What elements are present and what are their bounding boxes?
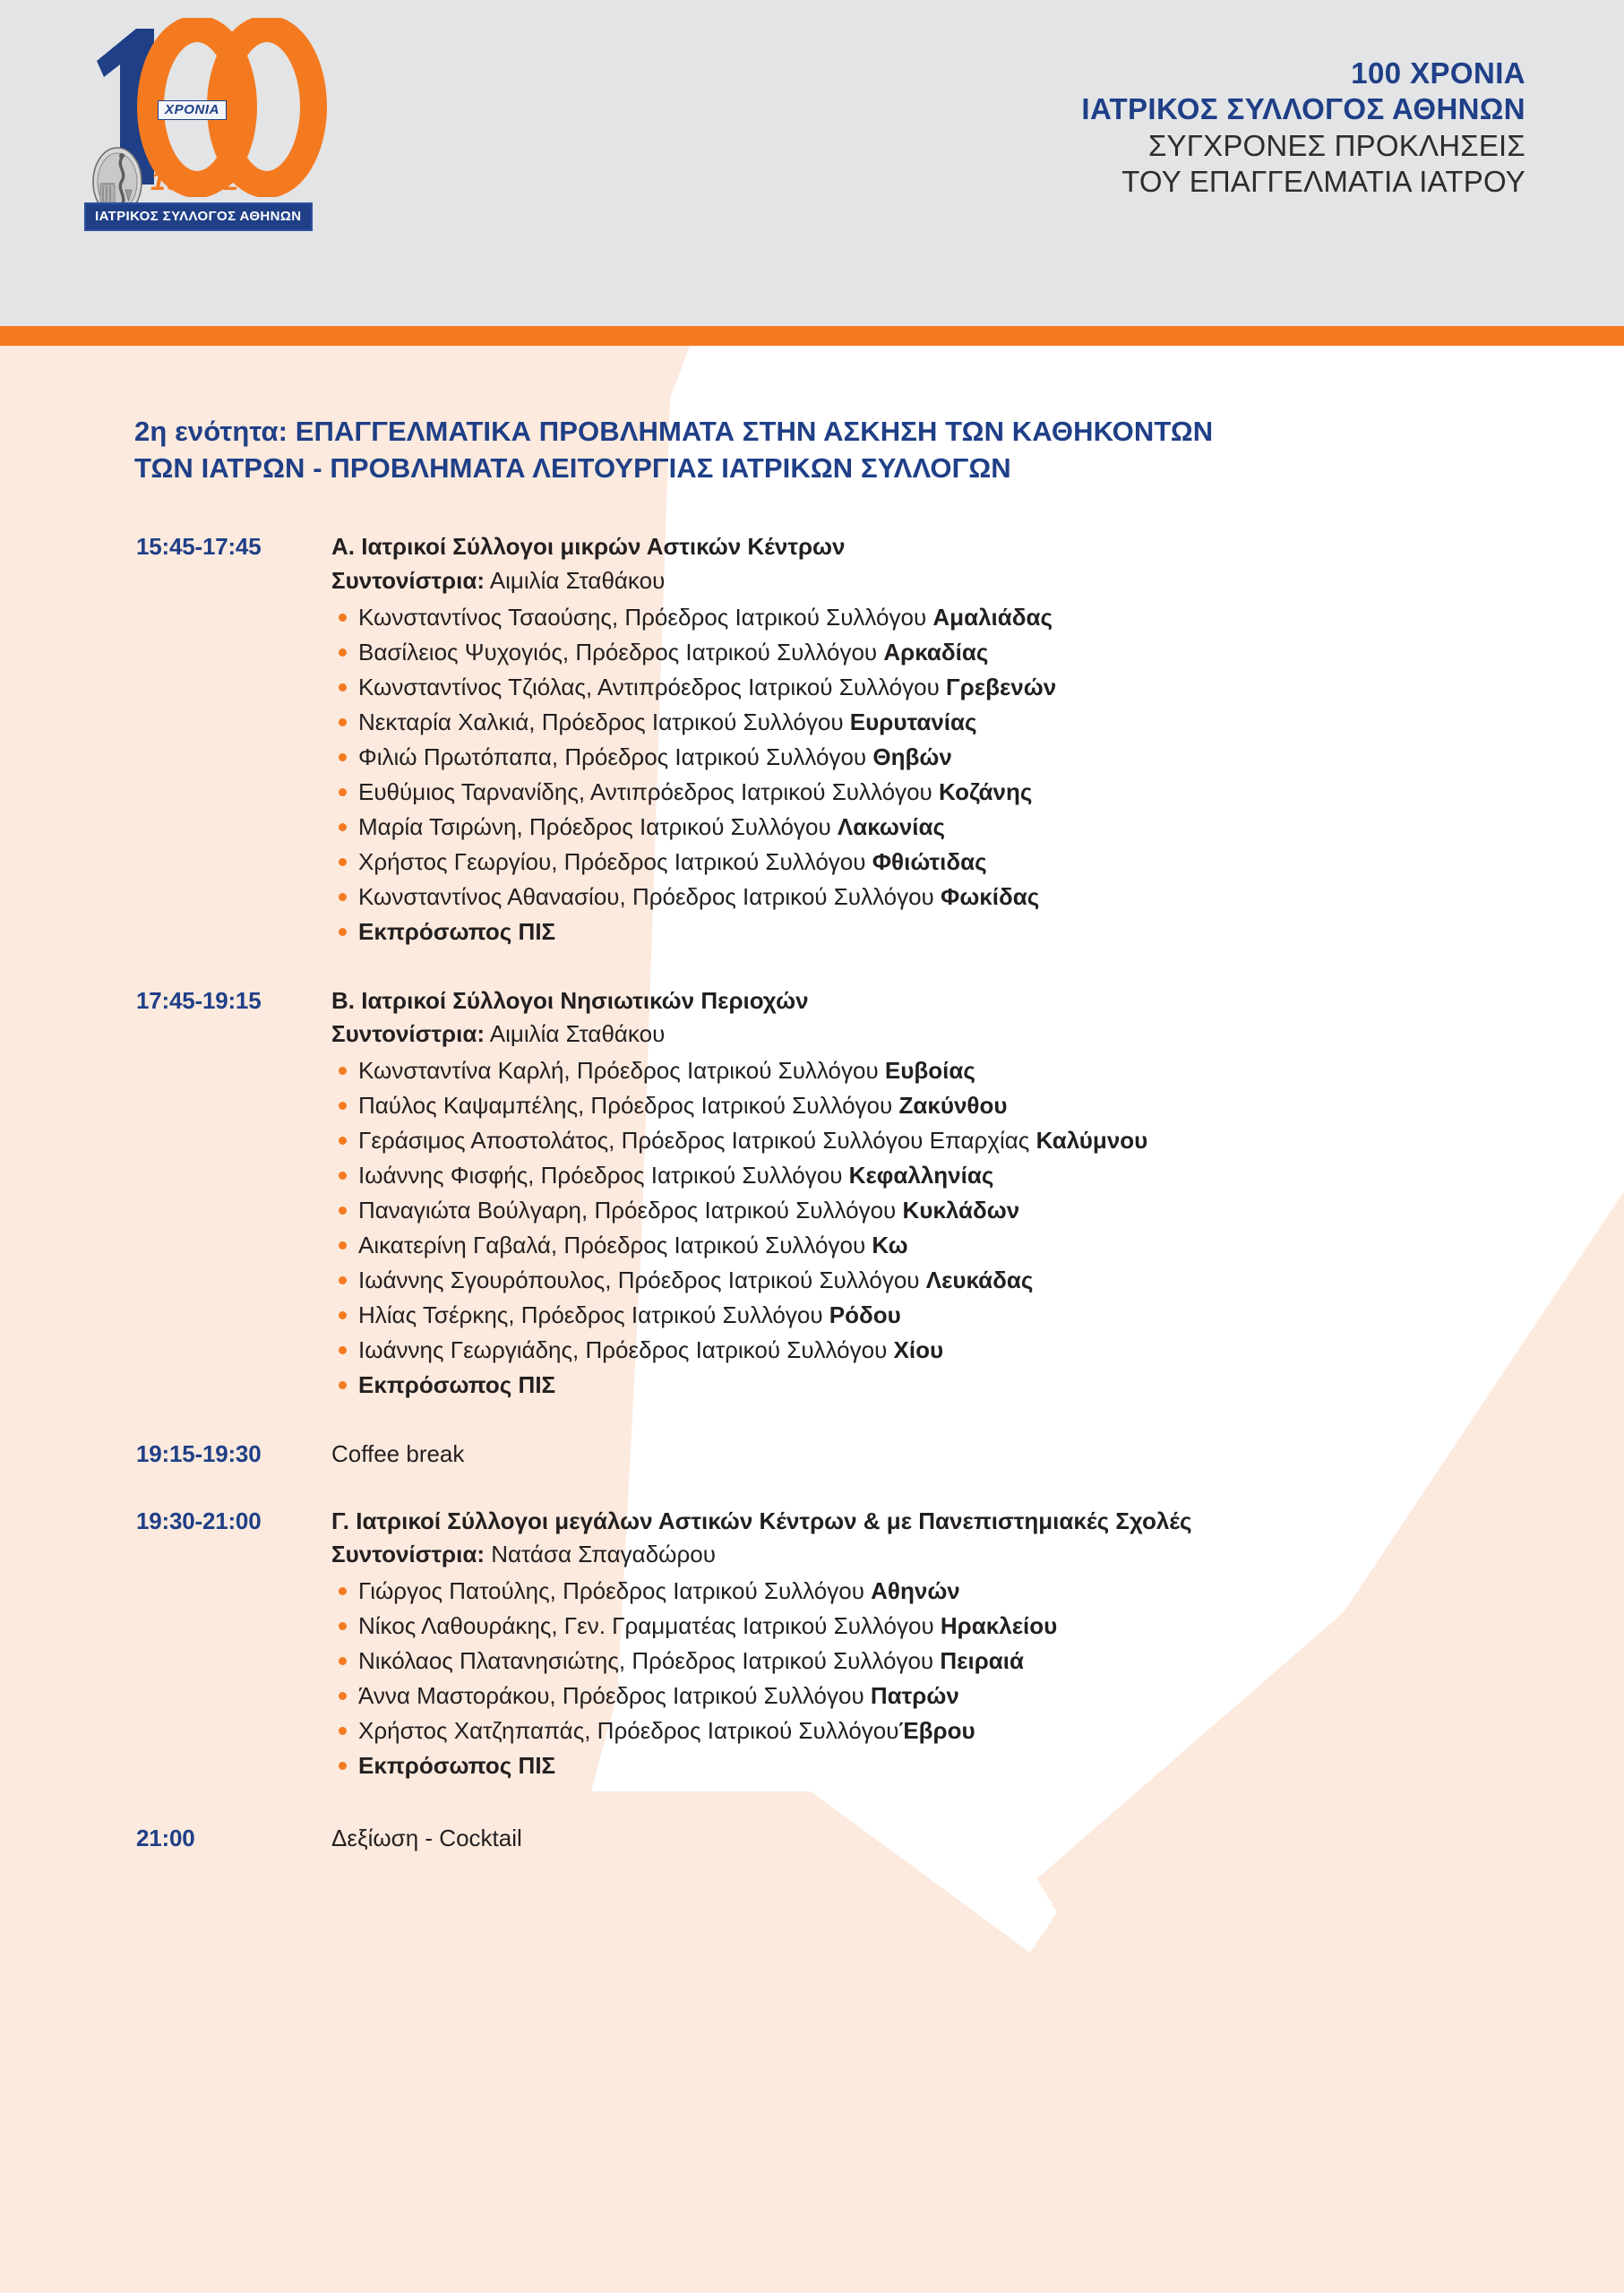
schedule-row	[0, 1438, 1624, 1470]
speaker-label: Εκπρόσωπος ΠΙΣ	[358, 917, 556, 945]
schedule-row-heading: Α. Ιατρικοί Σύλλογοι μικρών Αστικών Κέντρων	[331, 533, 846, 561]
schedule-row-time: 17:45-19:15	[136, 986, 262, 1014]
speaker-location: Ηρακλείου	[940, 1612, 1058, 1640]
speaker-item	[331, 1298, 1543, 1333]
bullet-dot-icon	[339, 1102, 347, 1110]
bullet-dot-icon	[339, 928, 347, 936]
section-title-line-1: 2η ενότητα: ΕΠΑΓΓΕΛΜΑΤΙΚΑ ΠΡΟΒΛΗΜΑΤΑ ΣΤΗΝ ΑΣΚΗΣΗ ΤΩΝ ΚΑΘΗΚΟΝΤΩΝ	[134, 416, 1214, 447]
bullet-dot-icon	[339, 718, 347, 726]
speaker-name-role: Νίκος Λαθουράκης, Γεν. Γραμματέας Ιατρικού Συλλόγου	[358, 1612, 941, 1640]
speaker-item	[331, 1053, 1543, 1088]
schedule-row-time: 21:00	[136, 1825, 195, 1852]
moderator-label: Συντονίστρια:	[331, 566, 485, 594]
schedule-row-time: 19:15-19:30	[136, 1439, 262, 1467]
bullet-dot-icon	[339, 1241, 347, 1250]
logo-years: 1924-2024	[150, 167, 288, 196]
speaker-item	[331, 1193, 1543, 1228]
speaker-item	[331, 1644, 1543, 1679]
logo-chronia-badge: ΧΡΟΝΙΑ	[158, 100, 227, 120]
poster-content	[0, 346, 1624, 1886]
speaker-item	[331, 600, 1543, 635]
bullet-dot-icon	[339, 893, 347, 901]
moderator-label: Συντονίστρια:	[331, 1541, 485, 1567]
header-title-line-3: ΣΥΓΧΡΟΝΕΣ ΠΡΟΚΛΗΣΕΙΣ	[1147, 128, 1525, 162]
schedule-row-label: Coffee break	[331, 1439, 465, 1467]
bullet-dot-icon	[339, 1346, 347, 1354]
speaker-label: Εκπρόσωπος ΠΙΣ	[358, 1370, 556, 1398]
speaker-name-role: Αικατερίνη Γαβαλά, Πρόεδρος Ιατρικού Συλλόγου	[358, 1231, 872, 1258]
speaker-name-role: Βασίλειος Ψυχογιός, Πρόεδρος Ιατρικού Συλλόγου	[358, 638, 884, 666]
speaker-location: Κω	[872, 1231, 908, 1258]
speaker-name-role: Ηλίας Τσέρκης, Πρόεδρος Ιατρικού Συλλόγου	[358, 1301, 829, 1328]
speaker-item	[331, 1748, 1543, 1783]
moderator-name: Αιμιλία Σταθάκου	[484, 566, 666, 594]
bullet-dot-icon	[339, 1311, 347, 1319]
schedule-row	[0, 1823, 1624, 1854]
schedule-row-body	[195, 531, 1624, 949]
speaker-name-role: Κωνσταντίνος Τσαούσης, Πρόεδρος Ιατρικού Συλλόγου	[358, 603, 933, 631]
anniversary-logo	[81, 18, 358, 358]
speaker-location: Ζακύνθου	[898, 1091, 1008, 1119]
speaker-name-role: Ιωάννης Φισφής, Πρόεδρος Ιατρικού Συλλόγου	[358, 1161, 849, 1189]
bullet-dot-icon	[339, 1622, 347, 1630]
speaker-name-role: Ευθύμιος Ταρνανίδης, Αντιπρόεδρος Ιατρικού Συλλόγου	[358, 777, 939, 805]
schedule-row-heading: Β. Ιατρικοί Σύλλογοι Νησιωτικών Περιοχών	[331, 986, 809, 1014]
schedule-row-body	[195, 985, 1624, 1403]
schedule-row-label: Δεξίωση - Cocktail	[331, 1825, 522, 1852]
speaker-location: Λευκάδας	[925, 1266, 1034, 1293]
speaker-name-role: Γιώργος Πατούλης, Πρόεδρος Ιατρικού Συλλόγου	[358, 1577, 872, 1605]
speaker-name-role: Ιωάννης Γεωργιάδης, Πρόεδρος Ιατρικού Συλλόγου	[358, 1335, 894, 1363]
bullet-dot-icon	[339, 1762, 347, 1770]
speaker-list	[331, 1053, 1543, 1403]
bullet-dot-icon	[339, 648, 347, 657]
speaker-item	[331, 740, 1543, 775]
speaker-name-role: Γεράσιμος Αποστολάτος, Πρόεδρος Ιατρικού Συλλόγου Επαρχίας	[358, 1126, 1036, 1154]
speaker-name-role: Χρήστος Γεωργίου, Πρόεδρος Ιατρικού Συλλόγου	[358, 847, 872, 875]
bullet-dot-icon	[339, 614, 347, 622]
speaker-location: Κεφαλληνίας	[848, 1161, 994, 1189]
speaker-name-role: Κωνσταντίνα Καρλή, Πρόεδρος Ιατρικού Συλλόγου	[358, 1056, 885, 1084]
moderator-line	[331, 1539, 1543, 1570]
speaker-location: Γρεβενών	[946, 673, 1057, 700]
schedule-row-body	[195, 1823, 1624, 1854]
speaker-location: Πατρών	[870, 1682, 959, 1710]
speaker-item	[331, 705, 1543, 740]
speaker-name-role: Παύλος Καψαμπέλης, Πρόεδρος Ιατρικού Συλλόγου	[358, 1091, 899, 1119]
bullet-dot-icon	[339, 753, 347, 761]
bullet-dot-icon	[339, 683, 347, 691]
bullet-dot-icon	[339, 1067, 347, 1075]
section-title	[134, 413, 1496, 486]
speaker-location: Αρκαδίας	[883, 638, 989, 666]
schedule-row-body	[195, 1438, 1624, 1470]
bullet-dot-icon	[339, 1727, 347, 1735]
speaker-item	[331, 1228, 1543, 1263]
speaker-item	[331, 1679, 1543, 1713]
speaker-item	[331, 1368, 1543, 1403]
speaker-list	[331, 1574, 1543, 1783]
speaker-item	[331, 1263, 1543, 1298]
speaker-item	[331, 1713, 1543, 1748]
bullet-dot-icon	[339, 1587, 347, 1595]
speaker-location: Ευρυτανίας	[849, 708, 977, 735]
bullet-dot-icon	[339, 1137, 347, 1145]
schedule-list	[0, 531, 1624, 1854]
speaker-location: Ευβοίας	[884, 1056, 975, 1084]
speaker-list	[331, 600, 1543, 949]
moderator-line	[331, 565, 1543, 597]
speaker-location: Λακωνίας	[837, 812, 946, 840]
schedule-row	[0, 985, 1624, 1403]
bullet-dot-icon	[339, 788, 347, 796]
logo-association-plate: ΙΑΤΡΙΚΟΣ ΣΥΛΛΟΓΟΣ ΑΘΗΝΩΝ	[84, 202, 313, 231]
speaker-location: Κυκλάδων	[902, 1196, 1020, 1224]
speaker-item	[331, 810, 1543, 845]
speaker-name-role: Ιωάννης Σγουρόπουλος, Πρόεδρος Ιατρικού Συλλόγου	[358, 1266, 926, 1293]
speaker-name-role: Φιλιώ Πρωτόπαπα, Πρόεδρος Ιατρικού Συλλόγου	[358, 743, 873, 770]
speaker-location: Ρόδου	[829, 1301, 901, 1328]
schedule-row-time: 19:30-21:00	[136, 1507, 262, 1534]
speaker-item	[331, 670, 1543, 705]
speaker-name-role: Παναγιώτα Βούλγαρη, Πρόεδρος Ιατρικού Συλλόγου	[358, 1196, 903, 1224]
speaker-item	[331, 1609, 1543, 1644]
speaker-name-role: Κωνσταντίνος Τζιόλας, Αντιπρόεδρος Ιατρικού Συλλόγου	[358, 673, 947, 700]
speaker-item	[331, 1088, 1543, 1123]
schedule-row-time: 15:45-17:45	[136, 533, 262, 561]
speaker-item	[331, 635, 1543, 670]
bullet-dot-icon	[339, 1276, 347, 1284]
moderator-label: Συντονίστρια:	[331, 1019, 485, 1047]
bullet-dot-icon	[339, 858, 347, 866]
speaker-name-role: Μαρία Τσιρώνη, Πρόεδρος Ιατρικού Συλλόγου	[358, 812, 838, 840]
schedule-row-body	[195, 1506, 1624, 1783]
speaker-name-role: Κωνσταντίνος Αθανασίου, Πρόεδρος Ιατρικού Συλλόγου	[358, 882, 941, 910]
header-title-line-2: ΙΑΤΡΙΚΟΣ ΣΥΛΛΟΓΟΣ ΑΘΗΝΩΝ	[1081, 92, 1525, 126]
bullet-dot-icon	[339, 823, 347, 831]
speaker-item	[331, 1574, 1543, 1609]
bullet-dot-icon	[339, 1657, 347, 1665]
speaker-item	[331, 1123, 1543, 1158]
bullet-dot-icon	[339, 1381, 347, 1389]
bullet-dot-icon	[339, 1692, 347, 1700]
speaker-name-role: Νικόλαος Πλατανησιώτης, Πρόεδρος Ιατρικού Συλλόγου	[358, 1647, 941, 1675]
speaker-item	[331, 1158, 1543, 1193]
speaker-name-role: Άννα Μαστοράκου, Πρόεδρος Ιατρικού Συλλόγου	[358, 1682, 871, 1710]
speaker-location: Κοζάνης	[938, 777, 1033, 805]
header-title-line-1: 100 ΧΡΟΝΙΑ	[1351, 56, 1525, 90]
speaker-location: Φθιώτιδας	[872, 847, 987, 875]
speaker-location: Καλύμνου	[1035, 1126, 1148, 1154]
moderator-line	[331, 1018, 1543, 1050]
schedule-row	[0, 1506, 1624, 1783]
poster-header	[0, 0, 1624, 326]
section-title-line-2: ΤΩΝ ΙΑΤΡΩΝ - ΠΡΟΒΛΗΜΑΤΑ ΛΕΙΤΟΥΡΓΙΑΣ ΙΑΤΡΙΚΩΝ ΣΥΛΛΟΓΩΝ	[134, 452, 1011, 485]
speaker-location: Έβρου	[898, 1717, 975, 1745]
speaker-item	[331, 880, 1543, 915]
speaker-location: Χίου	[893, 1335, 944, 1363]
speaker-location: Αμαλιάδας	[932, 603, 1053, 631]
bullet-dot-icon	[339, 1207, 347, 1215]
speaker-name-role: Χρήστος Χατζηπαπάς, Πρόεδρος Ιατρικού Συλλόγου	[358, 1717, 899, 1745]
speaker-item	[331, 915, 1543, 949]
speaker-name-role: Νεκταρία Χαλκιά, Πρόεδρος Ιατρικού Συλλόγου	[358, 708, 850, 735]
speaker-label: Εκπρόσωπος ΠΙΣ	[358, 1752, 556, 1780]
bullet-dot-icon	[339, 1172, 347, 1180]
moderator-name: Νατάσα Σπαγαδώρου	[484, 1541, 716, 1567]
schedule-row-heading: Γ. Ιατρικοί Σύλλογοι μεγάλων Αστικών Κέντρων & με Πανεπιστημιακές Σχολές	[331, 1507, 1192, 1534]
speaker-location: Φωκίδας	[940, 882, 1040, 910]
header-title-line-4: ΤΟΥ ΕΠΑΓΓΕΛΜΑΤΙΑ ΙΑΤΡΟΥ	[1121, 164, 1525, 198]
schedule-row	[0, 531, 1624, 949]
speaker-item	[331, 775, 1543, 810]
moderator-name: Αιμιλία Σταθάκου	[484, 1019, 666, 1047]
header-orange-stripe	[0, 326, 1624, 346]
speaker-item	[331, 1333, 1543, 1368]
speaker-location: Πειραιά	[940, 1647, 1024, 1675]
header-title-block	[1081, 56, 1525, 200]
speaker-location: Θηβών	[872, 743, 952, 770]
speaker-location: Αθηνών	[871, 1577, 960, 1605]
speaker-item	[331, 845, 1543, 880]
